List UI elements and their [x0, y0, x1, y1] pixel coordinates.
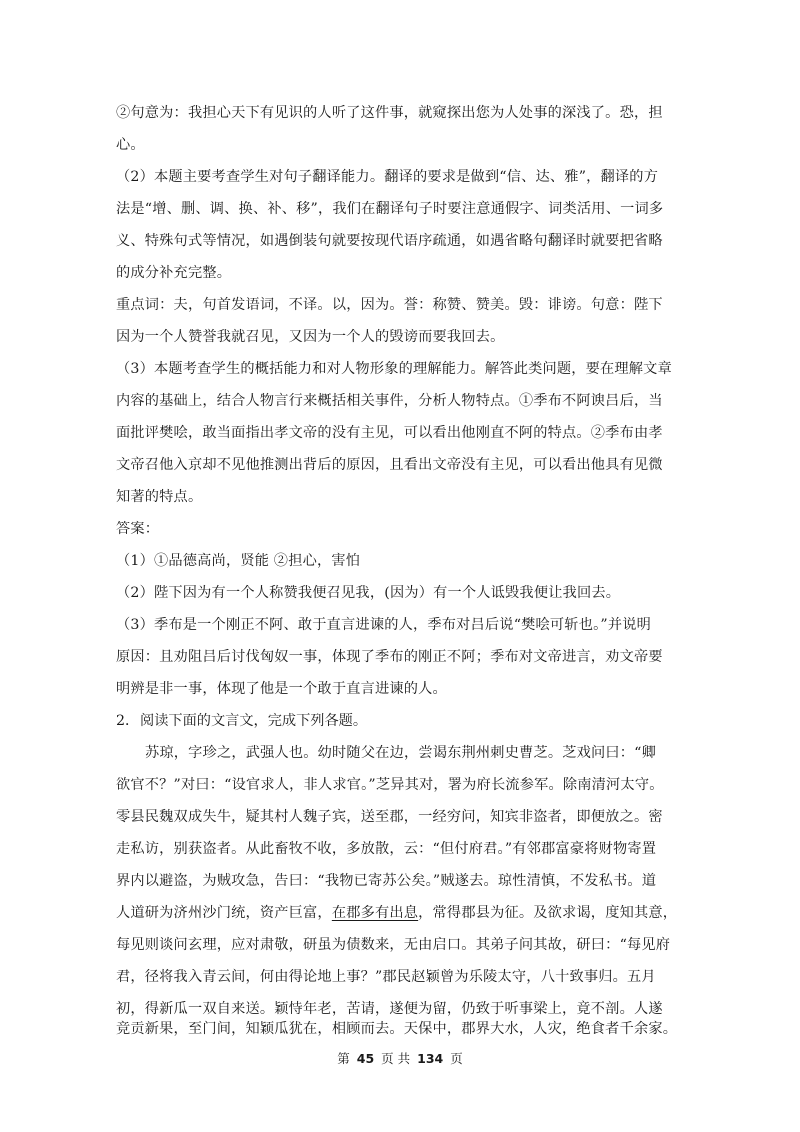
passage-line: 欲官不？”对曰：“设官求人，非人求官。”芝异其对，署为府长流参军。除南清河太守。 — [116, 777, 664, 793]
footer-total-pages: 134 — [417, 1051, 444, 1066]
passage-line: 初，得新瓜一双自来送。颖恃年老，苦请，遂便为留，仍致于听事梁上，竟不剖。人遂 — [116, 1001, 663, 1017]
underlined-phrase: 在郡多有出息 — [331, 905, 419, 921]
answer-label: 答案： — [116, 521, 160, 537]
answer-line: （2）陛下因为有一个人称赞我便召见我，(因为）有一个人诋毁我便让我回去。 — [116, 585, 621, 601]
passage-line: 竞贡新果，至门间，知颖瓜犹在，相顾而去。天保中，郡界大水，人灾，绝食者千余家。 — [116, 1021, 678, 1037]
analysis-line: 因为一个人赞誉我就召见，又因为一个人的毁谤而要我回去。 — [116, 329, 505, 345]
passage-line: 走私访，别获盗者。从此畜牧不收，多放散，云：“但付府君。”有邻郡富豪将财物寄置 — [116, 841, 657, 857]
answer-line: （3）季布是一个刚正不阿、敢于直言进谏的人，季布对吕后说“樊哙可斩也。”并说明 — [116, 617, 651, 633]
passage-line: 君，径将我入青云间，何由得论地上事？”郡民赵颖曾为乐陵太守，八十致事归。五月 — [116, 969, 656, 985]
analysis-line: （2）本题主要考查学生对句子翻译能力。翻译的要求是做到“信、达、雅”，翻译的方 — [116, 169, 659, 185]
footer-suffix: 页 — [450, 1051, 463, 1066]
analysis-line: （3）本题考查学生的概括能力和对人物形象的理解能力。解答此类问题，要在理解文章 — [116, 361, 672, 377]
answer-line: 明辨是非一事，体现了他是一个敢于直言进谏的人。 — [116, 681, 447, 697]
analysis-line: 面批评樊哙，敢当面指出孝文帝的没有主见，可以看出他刚直不阿的特点。②季布由孝 — [116, 425, 663, 441]
analysis-line: 法是“增、删、调、换、补、移”，我们在翻译句子时要注意通假字、词类活用、一词多 — [116, 201, 664, 217]
analysis-line: ②句意为：我担心天下有见识的人听了这件事，就窥探出您为人处事的深浅了。恐，担 — [116, 105, 663, 121]
analysis-line: 文帝召他入京却不见他推测出背后的原因，且看出文帝没有主见，可以看出他具有见微 — [116, 457, 663, 473]
passage-line — [116, 903, 686, 923]
question-title: 阅读下面的文言文，完成下列各题。 — [140, 713, 368, 729]
passage-line: 零县民魏双成失牛，疑其村人魏子宾，送至郡，一经穷问，知宾非盗者，即便放之。密 — [116, 809, 663, 825]
answer-line: （1）①品德高尚，贤能 ②担心，害怕 — [116, 553, 361, 569]
passage-line: 界内以避盗，为贼攻急，告曰：“我物已寄苏公矣。”贼遂去。琼性清慎，不发私书。道 — [116, 873, 657, 889]
page-footer — [0, 1050, 800, 1068]
analysis-line: 重点词：夫，句首发语词，不译。以，因为。誉：称赞、赞美。毁：诽谤。句意：陛下 — [116, 297, 663, 313]
footer-page-number: 45 — [356, 1051, 375, 1066]
analysis-line: 内容的基础上，结合人物言行来概括相关事件，分析人物特点。①季布不阿谀吕后，当 — [116, 393, 663, 409]
footer-middle: 页 共 — [381, 1051, 411, 1066]
passage-segment: ，常得郡县为征。及欲求谒，度知其意， — [418, 905, 678, 921]
analysis-line: 心。 — [116, 137, 145, 153]
passage-segment: 人道研为济州沙门统，资产巨富， — [116, 905, 332, 921]
analysis-line: 知著的特点。 — [116, 489, 203, 505]
analysis-line: 义、特殊句式等情况，如遇倒装句就要按现代语序疏通，如遇省略句翻译时就要把省略 — [116, 233, 663, 249]
passage-line: 苏琼，字珍之，武强人也。幼时随父在边，尝谒东荆州刺史曹芝。芝戏问曰：“卿 — [145, 745, 657, 761]
footer-prefix: 第 — [337, 1051, 350, 1066]
passage-line: 每见则谈问玄理，应对肃敬，研虽为债数来，无由启口。其弟子问其故，研曰：“每见府 — [116, 937, 671, 953]
analysis-line: 的成分补充完整。 — [116, 265, 232, 281]
question-number: 2． — [116, 713, 140, 729]
answer-line: 原因：且劝阻吕后讨伐匈奴一事，体现了季布的刚正不阿；季布对文帝进言，劝文帝要 — [116, 649, 663, 665]
